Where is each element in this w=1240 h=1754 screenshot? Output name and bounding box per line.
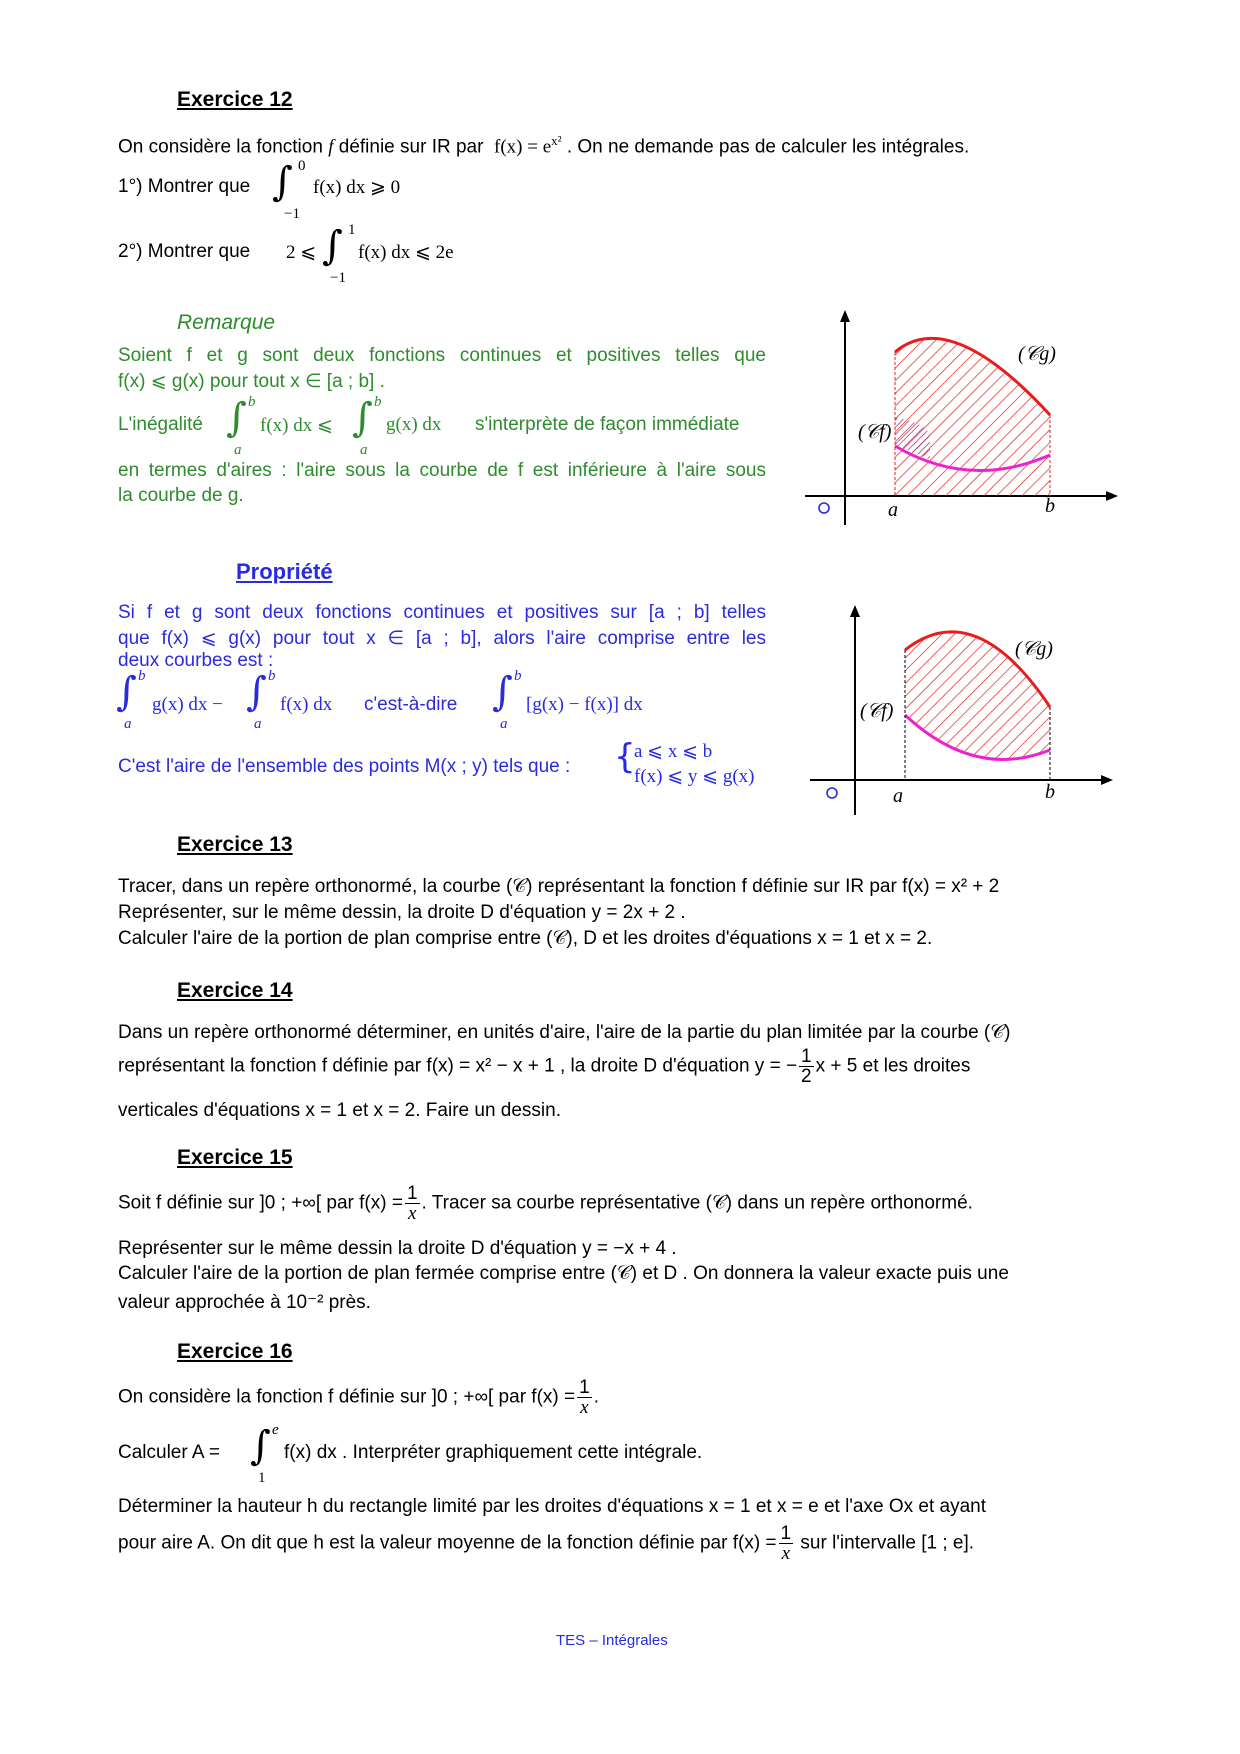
prop-integral1: ∫ b a bbox=[116, 668, 146, 732]
prop-integral3: ∫ b a bbox=[492, 668, 522, 732]
ex12-q2: 2°) Montrer que bbox=[118, 241, 251, 262]
label-cg: (𝒞g) bbox=[1015, 638, 1053, 660]
ex16-line2b: f(x) dx . Interpréter graphiquement cette intégrale. bbox=[284, 1442, 703, 1463]
ex12-title: Exercice 12 bbox=[177, 88, 293, 111]
prop-expr1: g(x) dx − bbox=[152, 694, 223, 715]
y-axis-arrow-icon bbox=[840, 310, 850, 322]
label-cf: (𝒞f) bbox=[860, 700, 894, 722]
x-axis-arrow-icon bbox=[1106, 491, 1118, 501]
label-cg: (𝒞g) bbox=[1018, 343, 1056, 365]
ex12-q2-integral: ∫ 1 −1 bbox=[322, 222, 356, 286]
label-a: a bbox=[888, 499, 898, 521]
system-brace: { bbox=[614, 737, 636, 777]
ex16-line4: pour aire A. On dit que h est la valeur moyenne de la fonction définie par f(x) = $\frac{1}{x}$ sur l'intervalle [1 ; e]. bbox=[118, 1523, 975, 1564]
label-a: a bbox=[893, 785, 903, 807]
label-b: b bbox=[1045, 781, 1055, 803]
origin-circle-icon bbox=[827, 788, 837, 798]
ex14-line2: représentant la fonction f définie par f(x) = x² − x + 1 , la droite D d'équation y = − $\frac{1}{2}$ x + 5 et les droites bbox=[118, 1046, 971, 1087]
label-cf: (𝒞f) bbox=[858, 421, 892, 443]
propriete-title: Propriété bbox=[236, 559, 333, 584]
ex13-line1: Tracer, dans un repère orthonormé, la courbe (𝒞) représentant la fonction f définie sur IR par f(x) = x² + 2 bbox=[118, 876, 1000, 897]
ex13-title: Exercice 13 bbox=[177, 833, 293, 856]
ex12-q1-integral: ∫ 0 −1 bbox=[272, 158, 306, 222]
page-footer: TES – Intégrales bbox=[556, 1632, 668, 1649]
ex15-line4: valeur approchée à 10⁻² près. bbox=[118, 1292, 371, 1313]
ex14-line1: Dans un repère orthonormé déterminer, en unités d'aire, l'aire de la partie du plan limitée par la courbe (𝒞) bbox=[118, 1022, 1011, 1043]
ex13-line3: Calculer l'aire de la portion de plan comprise entre (𝒞), D et les droites d'équations x = 1 et x = 2. bbox=[118, 928, 933, 949]
ex15-line1: Soit f définie sur ]0 ; +∞[ par f(x) = $\frac{1}{x}$ . Tracer sa courbe représentative (𝒞) dans un repère orthonormé. bbox=[118, 1183, 973, 1224]
prop-integral2: ∫ b a bbox=[246, 668, 276, 732]
prop-expr4: [g(x) − f(x)] dx bbox=[526, 694, 643, 715]
remarque-figure bbox=[800, 310, 1120, 535]
ex16-title: Exercice 16 bbox=[177, 1340, 293, 1363]
remarque-line4: en termes d'aires : l'aire sous la courbe de f est inférieure à l'aire sous bbox=[118, 460, 766, 481]
remarque-line2: f(x) ⩽ g(x) pour tout x ∈ [a ; b] . bbox=[118, 371, 385, 392]
propriete-line2: que f(x) ⩽ g(x) pour tout x ∈ [a ; b], alors l'aire comprise entre les bbox=[118, 628, 766, 649]
ex16-line2a: Calculer A = bbox=[118, 1442, 220, 1463]
ex12-line1: On considère la fonction f définie sur IR par $f(x) = e^{x^2}$ . On ne demande pas de calculer les intégrales. bbox=[118, 133, 970, 158]
prop-expr2: f(x) dx bbox=[280, 694, 333, 715]
propriete-line1: Si f et g sont deux fonctions continues et positives sur [a ; b] telles bbox=[118, 602, 766, 623]
system-line1: a ⩽ x ⩽ b bbox=[634, 741, 713, 762]
label-b: b bbox=[1045, 495, 1055, 517]
remarque-line3a: L'inégalité bbox=[118, 414, 203, 435]
propriete-figure bbox=[805, 605, 1115, 820]
ex13-line2: Représenter, sur le même dessin, la droite D d'équation y = 2x + 2 . bbox=[118, 902, 686, 923]
remarque-line3c: g(x) dx bbox=[386, 414, 442, 435]
remarque-integral1: ∫ b a bbox=[226, 394, 256, 458]
remarque-title: Remarque bbox=[177, 311, 276, 334]
origin-circle-icon bbox=[819, 503, 829, 513]
ex16-line1: On considère la fonction f définie sur ]0 ; +∞[ par f(x) = $\frac{1}{x}$ . bbox=[118, 1377, 599, 1418]
ex12-q2-expr: f(x) dx ⩽ 2e bbox=[358, 242, 454, 263]
ex15-title: Exercice 15 bbox=[177, 1146, 293, 1169]
propriete-line3: deux courbes est : bbox=[118, 650, 274, 671]
propriete-line5: C'est l'aire de l'ensemble des points M(x ; y) tels que : bbox=[118, 756, 571, 777]
ex12-q1-expr: f(x) dx ⩾ 0 bbox=[313, 177, 401, 198]
ex15-line3: Calculer l'aire de la portion de plan fermée comprise entre (𝒞) et D . On donnera la valeur exacte puis une bbox=[118, 1263, 1009, 1284]
ex12-q2-pre: 2 ⩽ bbox=[286, 242, 317, 263]
ex12-q1: 1°) Montrer que bbox=[118, 176, 251, 197]
remarque-line5: la courbe de g. bbox=[118, 485, 244, 506]
y-axis-arrow-icon bbox=[850, 605, 860, 617]
ex16-integral: ∫ e 1 bbox=[250, 1422, 279, 1486]
x-axis-arrow-icon bbox=[1101, 775, 1113, 785]
ex15-line2: Représenter sur le même dessin la droite D d'équation y = −x + 4 . bbox=[118, 1238, 677, 1259]
system-line2: f(x) ⩽ y ⩽ g(x) bbox=[634, 766, 755, 787]
ex14-line3: verticales d'équations x = 1 et x = 2. Faire un dessin. bbox=[118, 1100, 561, 1121]
remarque-line3b: f(x) dx ⩽ bbox=[260, 415, 333, 436]
remarque-line1: Soient f et g sont deux fonctions continues et positives telles que bbox=[118, 345, 766, 366]
remarque-line3d: s'interprète de façon immédiate bbox=[475, 414, 740, 435]
ex14-title: Exercice 14 bbox=[177, 979, 293, 1002]
ex16-line3: Déterminer la hauteur h du rectangle limité par les droites d'équations x = 1 et x = e et l'axe Ox et ayant bbox=[118, 1496, 987, 1517]
prop-expr3: c'est-à-dire bbox=[364, 694, 458, 715]
remarque-integral2: ∫ b a bbox=[352, 394, 382, 458]
